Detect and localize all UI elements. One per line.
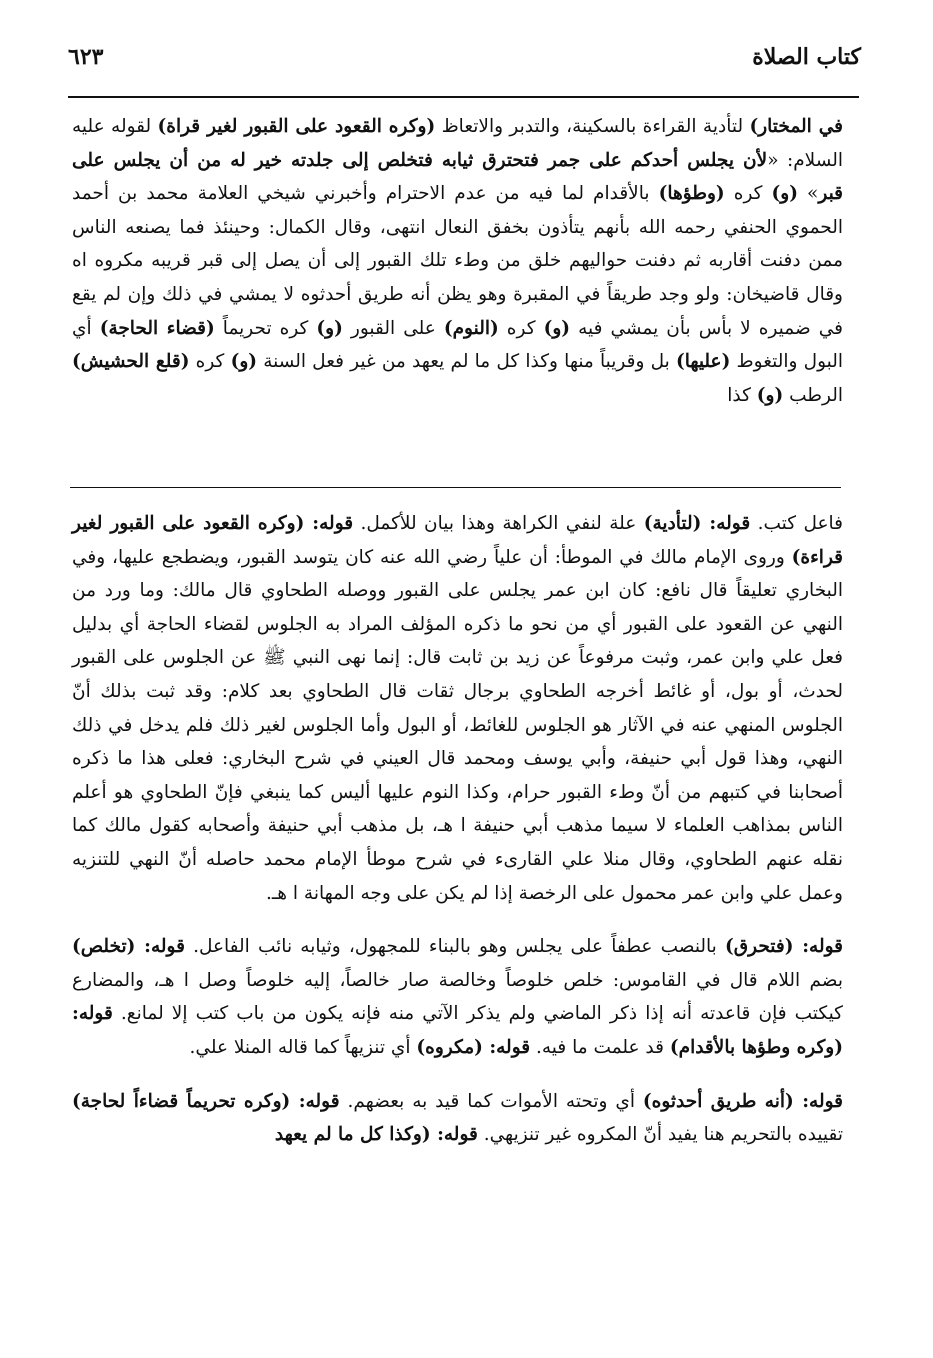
running-head: كتاب الصلاة <box>752 44 861 70</box>
bold-text-run: (و) <box>230 351 258 373</box>
bold-text-run: قوله: (تخلص) <box>72 936 185 958</box>
bold-text-run: قوله: (وكره تحريماً قضاءاً لحاجة) <box>72 1090 340 1112</box>
text-run: أي البول والتغوط <box>72 317 843 373</box>
bold-text-run: (و) <box>756 384 784 406</box>
bold-text-run: (قلع الحشيش) <box>72 351 190 373</box>
main-text <box>72 110 843 412</box>
main-paragraph <box>72 110 843 412</box>
commentary-paragraph <box>72 930 843 1064</box>
bold-text-run: (وطؤها) <box>658 183 725 205</box>
text-run: كره <box>189 351 231 373</box>
bold-text-run: (قضاء الحاجة) <box>99 317 215 339</box>
text-run: لقوله عليه السلام: « <box>72 116 843 171</box>
text-run: بضم اللام قال في القاموس: خلص خلوصاً وخالصة صار خالصاً، إليه خلوصاً وصل ا هـ، والمضارع كيكتب فإن قاعدته أنه إذا ذكر الماضي ولم يذكر الآتي منه فإنه يكون من باب كتب إلا لمانع. <box>72 969 843 1025</box>
text-run: كره تحريماً <box>214 317 317 339</box>
text-run: أي وتحته الأموات كما قيد به بعضهم. <box>339 1090 643 1112</box>
text-run: الرطب <box>783 384 843 406</box>
text-run: » <box>797 183 819 205</box>
bold-text-run: لأن يجلس أحدكم على جمر فتحترق ثيابه فتخلص إلى جلدته خير له من أن يجلس على قبر <box>72 149 843 205</box>
page-header <box>68 40 861 80</box>
bold-text-run: (و) <box>316 317 343 339</box>
commentary-paragraph <box>72 507 843 910</box>
footnote-divider <box>70 487 841 488</box>
text-run: كذا <box>727 384 757 406</box>
commentary-text <box>72 507 843 1172</box>
text-run: أي تنزيهاً كما قاله المنلا علي. <box>189 1036 417 1058</box>
bold-text-run: في المختار) <box>749 116 843 137</box>
text-run: قد علمت ما فيه. <box>530 1036 670 1058</box>
commentary-paragraph <box>72 1085 843 1152</box>
bold-text-run: (و) <box>543 317 571 339</box>
bold-text-run: قوله: (فتحرق) <box>725 936 843 958</box>
header-rule <box>68 96 859 98</box>
text-run: تقييده بالتحريم هنا يفيد أنّ المكروه غير تنزيهي. <box>477 1124 843 1146</box>
text-run: بالأقدام لما فيه من عدم الاحترام وأخبرني شيخي العلامة محمد بن أحمد الحموي الحنفي رحمه الله بأنهم يتأذون بخفق النعال انتهى، وقال الكمال: وحينئذ فما يصنعه الناس ممن دفنت أقاربه ثم دفنت حواليهم خلق من وطء تلك القبور إلى أن يصل إلى قبر قريبه مكروه اه وقال قاضيخان: ولو وجد طريقاً في المقبرة وهو يظن أنه طريق أحدثوه لا يمشي في ذلك وإن لم يقع في ضميره لا بأس بأن يمشي فيه <box>72 183 843 339</box>
bold-text-run: قوله: (مكروه) <box>416 1036 531 1058</box>
text-run: كره <box>724 183 772 205</box>
text-run: وروى الإمام مالك في الموطأ: أن علياً رضي الله عنه كان يتوسد القبور، ويضطجع عليها، وفي البخاري تعليقاً قال نافع: كان ابن عمر يجلس على القبور ووصله الطحاوي قال مالك: وما ورد من النهي عن القعود على القبور أي من نحو ما ذكره المؤلف المراد به الجلوس لقضاء الحاجة أي بدليل فعل علي وابن عمر، وثبت مرفوعاً عن زيد بن ثابت قال: إنما نهى النبي ﷺ عن الجلوس على القبور لحدث، أو بول، أو غائط أخرجه الطحاوي برجال ثقات قال الطحاوي بعد كلام: وقد ثبت بذلك أنّ الجلوس المنهي عنه في الآثار هو الجلوس للغائط، أو البول وأما الجلوس لغير ذلك فلم يدخل في ذلك النهي، وهذا قول أبي حنيفة، وأبي يوسف ومحمد قال العيني في شرح البخاري: فعلى هذا ما ذكره أصحابنا في كتبهم من أنّ وطء القبور حرام، وكذا النوم عليها أليس كما ينبغي فإنّ الطحاوي هو أعلم الناس بمذاهب العلماء لا سيما مذهب أبي حنيفة ا هـ، بل مذهب أبي حنيفة وأصحابه كقول مالك كما نقله عنهم الطحاوي، وقال منلا علي القارىء في شرح موطأ الإمام محمد حاصله أنّ النهي للتنزيه وعمل علي وابن عمر محمول على الرخصة إذا لم يكن على وجه المهانة ا هـ. <box>72 546 843 904</box>
bold-text-run: قوله: (لتأدية) <box>643 513 751 534</box>
page-number: ٦٢٣ <box>68 44 104 70</box>
text-run: على القبور <box>342 317 444 339</box>
bold-text-run: قوله: (وكذا كل ما لم يعهد <box>274 1124 478 1146</box>
text-run: بل وقريباً منها وكذا كل ما لم يعهد من غير فعل السنة <box>257 351 676 373</box>
bold-text-run: (و) <box>771 183 798 205</box>
text-run: فاعل كتب. <box>750 513 843 534</box>
text-run: لتأدية القراءة بالسكينة، والتدبر والاتعاظ <box>435 116 750 137</box>
text-run: علة لنفي الكراهة وهذا بيان للأكمل. <box>353 513 644 534</box>
bold-text-run: قوله: (أنه طريق أحدثوه) <box>642 1090 843 1112</box>
text-run: بالنصب عطفاً على يجلس وهو بالبناء للمجهول، وثيابه نائب الفاعل. <box>184 936 726 958</box>
bold-text-run: (وكره القعود على القبور لغير قراة) <box>157 116 436 137</box>
bold-text-run: قوله: (وكره وطؤها بالأقدام) <box>72 1003 843 1058</box>
bold-text-run: (النوم) <box>443 317 499 339</box>
bold-text-run: قوله: (وكره القعود على القبور لغير قراءة) <box>72 513 843 568</box>
bold-text-run: (عليها) <box>675 351 731 373</box>
text-run: كره <box>498 317 544 339</box>
